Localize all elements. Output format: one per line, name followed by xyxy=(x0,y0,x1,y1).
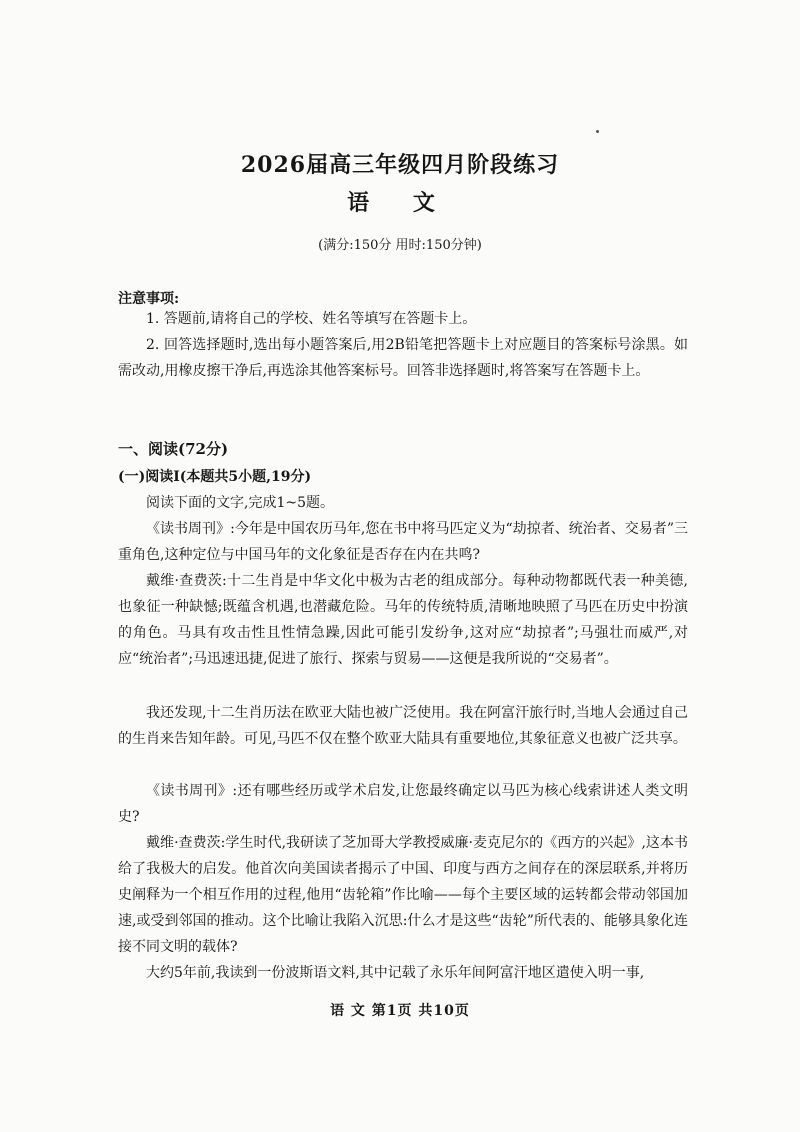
passage-paragraph-4: 《读书周刊》:还有哪些经历或学术启发,让您最终确定以马匹为核心线索讲述人类文明史? xyxy=(118,783,688,825)
notice-item-2: 2. 回答选择题时,选出每小题答案后,用2B铅笔把答题卡上对应题目的答案标号涂黑。如需改动,用橡皮擦干净后,再选涂其他答案标号。回答非选择题时,将答案写在答题卡上。 xyxy=(118,337,688,379)
subsection-heading: (一)阅读Ⅰ(本题共5小题,19分) xyxy=(118,469,312,485)
page-footer: 语 文 第1页 共10页 xyxy=(330,1003,470,1019)
section-heading: 一、阅读(72分) xyxy=(118,440,229,458)
passage-paragraph-2: 戴维·查费茨:十二生肖是中华文化中极为古老的组成部分。每种动物都既代表一种美德,也象征一种缺憾;既蕴含机遇,也潜藏危险。马年的传统特质,清晰地映照了马匹在历史中扮演的角色。马具有攻击性且性情急躁,因此可能引发纷争,这对应“劫掠者”;马强壮而威严,对应“统治者”;马迅速迅捷,促进了旅行、探索与贸易——这便是我所说的“交易者”。 xyxy=(118,573,688,667)
passage-paragraph-3: 我还发现,十二生肖历法在欧亚大陆也被广泛使用。我在阿富汗旅行时,当地人会通过自己的生肖来告知年龄。可见,马匹不仅在整个欧亚大陆具有重要地位,其象征意义也被广泛共享。 xyxy=(118,705,688,747)
passage-paragraph-6: 大约5年前,我读到一份波斯语文料,其中记载了永乐年间阿富汗地区遣使入明一事, xyxy=(146,965,645,981)
instruction: 阅读下面的文字,完成1~5题。 xyxy=(146,495,334,511)
passage-paragraph-5: 戴维·查费茨:学生时代,我研读了芝加哥大学教授威廉·麦克尼尔的《西方的兴起》,这本书给了我极大的启发。他首次向美国读者揭示了中国、印度与西方之间存在的深层联系,并将历史阐释为一个相互作用的过程,他用“齿轮箱”作比喻——每个主要区域的运转都会带动邻国加速,或受到邻国的推动。这个比喻让我陷入沉思:什么才是这些“齿轮”所代表的、能够具象化连接不同文明的载体? xyxy=(118,835,688,955)
passage-paragraph-1: 《读书周刊》:今年是中国农历马年,您在书中将马匹定义为“劫掠者、统治者、交易者”三重角色,这种定位与中国马年的文化象征是否存在内在共鸣? xyxy=(118,521,688,563)
scan-speck xyxy=(596,130,599,133)
notice-heading: 注意事项: xyxy=(118,291,180,307)
exam-title: 2026届高三年级四月阶段练习 xyxy=(240,152,560,178)
subject-title: 语 文 xyxy=(347,190,453,216)
score-info: (满分:150分 用时:150分钟) xyxy=(318,238,482,253)
notice-item-1: 1. 答题前,请将自己的学校、姓名等填写在答题卡上。 xyxy=(146,311,477,327)
